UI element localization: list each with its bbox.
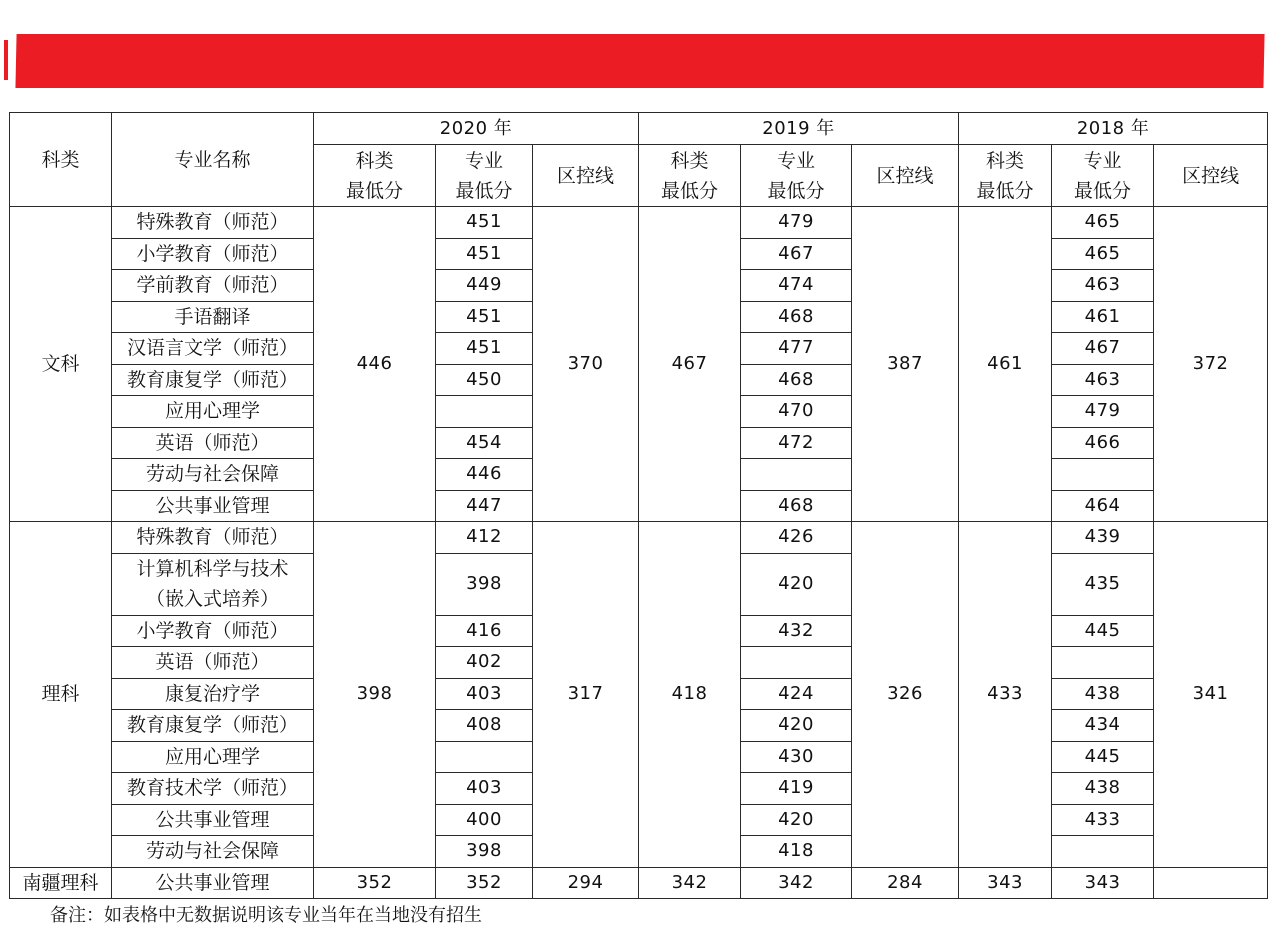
major-min-score-cell: 463	[1052, 270, 1154, 302]
table-row	[10, 522, 1268, 554]
control-line-cell: 370	[533, 207, 639, 522]
control-line-cell: 372	[1154, 207, 1268, 522]
major-min-score-cell: 468	[741, 364, 852, 396]
major-min-score-cell: 450	[436, 364, 533, 396]
major-name-cell: 小学教育（师范）	[112, 615, 314, 647]
major-name-cell: 特殊教育（师范）	[112, 207, 314, 239]
major-min-score-cell: 451	[436, 238, 533, 270]
major-min-score-cell: 426	[741, 522, 852, 554]
control-line-cell: 317	[533, 522, 639, 868]
category-cell: 理科	[10, 522, 112, 868]
major-min-score-cell: 424	[741, 678, 852, 710]
category-min-score-cell: 398	[314, 522, 436, 868]
major-min-score-cell: 419	[741, 773, 852, 805]
major-min-score-cell: 408	[436, 710, 533, 742]
major-min-score-cell: 467	[1052, 333, 1154, 365]
major-name-cell: 应用心理学	[112, 741, 314, 773]
major-min-score-cell: 446	[436, 459, 533, 491]
major-min-score-cell: 470	[741, 396, 852, 428]
major-min-score-cell	[741, 647, 852, 679]
major-min-score-cell	[436, 741, 533, 773]
major-min-score-cell: 343	[1052, 867, 1154, 899]
major-min-score-cell	[1052, 459, 1154, 491]
major-min-score-cell: 461	[1052, 301, 1154, 333]
category-cell: 文科	[10, 207, 112, 522]
control-line-cell: 326	[852, 522, 959, 868]
major-min-score-cell	[741, 459, 852, 491]
major-min-score-cell: 477	[741, 333, 852, 365]
major-min-score-cell: 467	[741, 238, 852, 270]
control-line-cell: 341	[1154, 522, 1268, 868]
major-min-score-cell: 449	[436, 270, 533, 302]
major-name-cell: 手语翻译	[112, 301, 314, 333]
major-name-cell: 公共事业管理	[112, 867, 314, 899]
major-min-score-cell: 447	[436, 490, 533, 522]
major-name-cell: 小学教育（师范）	[112, 238, 314, 270]
category-min-score-cell: 342	[639, 867, 741, 899]
major-min-score-cell: 352	[436, 867, 533, 899]
major-min-score-cell: 438	[1052, 773, 1154, 805]
major-name-cell: 教育康复学（师范）	[112, 710, 314, 742]
major-min-score-cell: 403	[436, 773, 533, 805]
major-min-score-cell: 445	[1052, 741, 1154, 773]
header-row-years	[10, 113, 1268, 145]
major-min-score-cell: 464	[1052, 490, 1154, 522]
major-name-cell: 英语（师范）	[112, 647, 314, 679]
control-line-cell: 387	[852, 207, 959, 522]
table-row	[10, 207, 1268, 239]
category-min-score-cell: 461	[959, 207, 1052, 522]
major-name-cell: 公共事业管理	[112, 804, 314, 836]
control-line-cell: 294	[533, 867, 639, 899]
major-min-score-cell: 420	[741, 804, 852, 836]
major-min-score-cell: 439	[1052, 522, 1154, 554]
header-year-2019: 2019 年	[639, 113, 959, 145]
major-min-score-cell: 398	[436, 553, 533, 615]
header-cat-min-2019: 科类 最低分	[639, 145, 741, 207]
header-cat-min-2018: 科类 最低分	[959, 145, 1052, 207]
major-min-score-cell: 454	[436, 427, 533, 459]
header-year-2020: 2020 年	[314, 113, 639, 145]
major-name-cell: 应用心理学	[112, 396, 314, 428]
major-min-score-cell: 432	[741, 615, 852, 647]
table-row	[10, 867, 1268, 899]
header-cat-min-2020: 科类 最低分	[314, 145, 436, 207]
major-min-score-cell: 451	[436, 333, 533, 365]
category-min-score-cell: 418	[639, 522, 741, 868]
major-name-cell: 教育康复学（师范）	[112, 364, 314, 396]
header-major-min-2020: 专业 最低分	[436, 145, 533, 207]
major-name-cell: 学前教育（师范）	[112, 270, 314, 302]
major-min-score-cell: 474	[741, 270, 852, 302]
category-cell: 南疆理科	[10, 867, 112, 899]
header-control-2020: 区控线	[533, 145, 639, 207]
major-min-score-cell: 398	[436, 836, 533, 868]
major-min-score-cell	[436, 396, 533, 428]
major-min-score-cell: 468	[741, 301, 852, 333]
major-min-score-cell: 342	[741, 867, 852, 899]
header-control-2018: 区控线	[1154, 145, 1268, 207]
major-min-score-cell: 416	[436, 615, 533, 647]
major-name-cell: 劳动与社会保障	[112, 836, 314, 868]
category-min-score-cell: 467	[639, 207, 741, 522]
title-banner	[15, 34, 1264, 88]
major-name-cell: 汉语言文学（师范）	[112, 333, 314, 365]
major-name-cell: 英语（师范）	[112, 427, 314, 459]
major-min-score-cell: 402	[436, 647, 533, 679]
header-major-min-2018: 专业 最低分	[1052, 145, 1154, 207]
major-min-score-cell: 465	[1052, 238, 1154, 270]
major-min-score-cell	[1052, 836, 1154, 868]
major-min-score-cell: 430	[741, 741, 852, 773]
category-min-score-cell: 433	[959, 522, 1052, 868]
major-name-cell: 康复治疗学	[112, 678, 314, 710]
major-min-score-cell: 420	[741, 710, 852, 742]
major-min-score-cell: 420	[741, 553, 852, 615]
header-major: 专业名称	[112, 113, 314, 207]
major-min-score-cell: 451	[436, 207, 533, 239]
major-name-cell: 计算机科学与技术 （嵌入式培养）	[112, 553, 314, 615]
header-control-2019: 区控线	[852, 145, 959, 207]
major-min-score-cell: 445	[1052, 615, 1154, 647]
banner-edge	[4, 40, 24, 80]
major-min-score-cell: 468	[741, 490, 852, 522]
major-min-score-cell: 438	[1052, 678, 1154, 710]
admission-score-table	[9, 112, 1268, 899]
header-major-min-2019: 专业 最低分	[741, 145, 852, 207]
major-min-score-cell: 435	[1052, 553, 1154, 615]
major-min-score-cell: 433	[1052, 804, 1154, 836]
major-name-cell: 公共事业管理	[112, 490, 314, 522]
major-name-cell: 特殊教育（师范）	[112, 522, 314, 554]
major-name-cell: 劳动与社会保障	[112, 459, 314, 491]
major-min-score-cell: 403	[436, 678, 533, 710]
control-line-cell	[1154, 867, 1268, 899]
major-min-score-cell: 434	[1052, 710, 1154, 742]
category-min-score-cell: 352	[314, 867, 436, 899]
major-name-cell: 教育技术学（师范）	[112, 773, 314, 805]
header-category: 科类	[10, 113, 112, 207]
major-min-score-cell: 479	[741, 207, 852, 239]
major-min-score-cell: 466	[1052, 427, 1154, 459]
category-min-score-cell: 446	[314, 207, 436, 522]
major-min-score-cell: 472	[741, 427, 852, 459]
major-min-score-cell	[1052, 647, 1154, 679]
major-min-score-cell: 418	[741, 836, 852, 868]
category-min-score-cell: 343	[959, 867, 1052, 899]
major-min-score-cell: 479	[1052, 396, 1154, 428]
major-min-score-cell: 465	[1052, 207, 1154, 239]
footnote: 备注：如表格中无数据说明该专业当年在当地没有招生	[50, 905, 482, 926]
major-min-score-cell: 400	[436, 804, 533, 836]
major-min-score-cell: 463	[1052, 364, 1154, 396]
major-min-score-cell: 451	[436, 301, 533, 333]
major-min-score-cell: 412	[436, 522, 533, 554]
header-year-2018: 2018 年	[959, 113, 1268, 145]
control-line-cell: 284	[852, 867, 959, 899]
